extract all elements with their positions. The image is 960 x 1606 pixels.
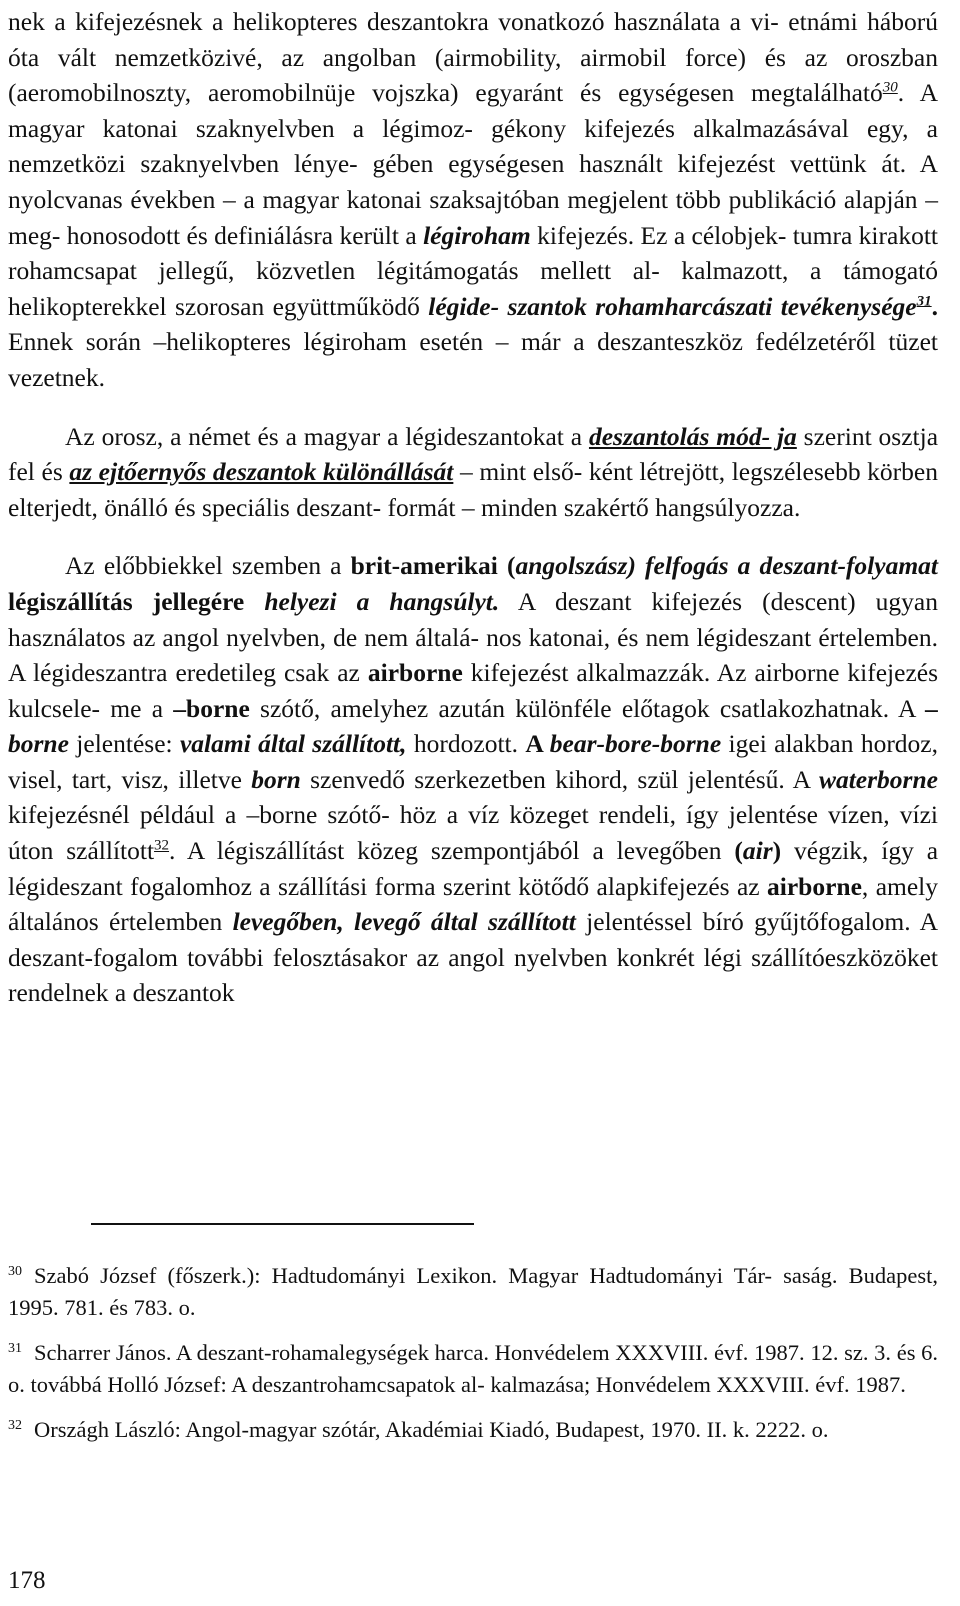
footnote-reference: 30 — [882, 79, 898, 96]
text-run: jelentéssel bíró gyűjtőfogalom. A deszant-fogalom további felosztásakor az angol nyelvben konkrét légi szállítóeszközöket rendelnek a deszantok — [8, 907, 938, 1008]
footnote-text: Scharrer János. A deszant-rohamalegységek harca. Honvédelem XXXVIII. évf. 1987. 12. sz. 3. és 6. o. továbbá Holló József: A deszantrohamcsapatok al- kalmazása; Honvédelem XXXVIII. évf. 1987. — [8, 1340, 938, 1397]
text-run: – mint első- ként létrejött, legszélesebb körben elterjedt, önálló és speciális deszant- formát – minden szakértő hangsúlyozza. — [8, 457, 938, 522]
footnote-number: 32 — [8, 1417, 22, 1433]
text-run: , amely általános értelemben — [8, 871, 938, 937]
text-run: Az előbbiekkel szemben a — [65, 551, 351, 581]
footnote-30 — [8, 1260, 938, 1324]
text-run: végzik, így a légideszant fogalomhoz a szállítási forma szerint kötődő alapkifejezés az — [8, 836, 939, 901]
text-run: légiszállítás jellegére — [8, 586, 265, 616]
footnote-reference: 32 — [154, 837, 170, 854]
text-run: szótő, amelyhez azután különféle előtagok csatlakozhatnak. A — [249, 693, 926, 723]
text-run: brit-amerikai ( — [350, 551, 516, 581]
text-run: born — [251, 764, 301, 794]
text-run: . A légiszállítást közeg szempontjából a levegőben — [169, 836, 735, 866]
footnote-32 — [8, 1414, 938, 1446]
text-run: az ejtőernyős deszantok különállását — [69, 457, 454, 487]
footnotes — [8, 1260, 938, 1459]
text-run: kifejezésnél például a –borne szótő- höz a víz közeget rendeli, így jelentése vízen, vízi úton szállított — [8, 800, 938, 866]
text-run: nek a kifejezésnek a helikopteres deszantokra vonatkozó használata a vi- etnámi háború óta vált nemzetközivé, az angolban (airmobility, airmobil force) és az oroszban (aeromobilnoszty, aeromobilnüje vojszka) egyaránt és egységesen megtalálható — [8, 7, 938, 108]
text-run: . — [931, 291, 938, 321]
footnote-text: Országh László: Angol-magyar szótár, Akadémiai Kiadó, Budapest, 1970. II. k. 2222. o. — [34, 1417, 829, 1442]
paragraph-1 — [8, 4, 938, 396]
footnote-number: 31 — [8, 1340, 22, 1356]
text-run: jelentése: — [68, 729, 180, 759]
paragraph-2 — [8, 419, 938, 526]
text-run: kifejezést alkalmazzák. Az airborne kifejezés kulcsele- me a — [8, 658, 939, 723]
document-page — [8, 4, 938, 1011]
text-run: Az orosz, a német és a magyar a légideszantokat a — [65, 421, 589, 451]
text-run: ) — [772, 836, 782, 866]
text-run: levegőben, levegő által szállított — [232, 907, 576, 937]
text-run: air — [742, 836, 773, 866]
text-run: A — [525, 729, 550, 759]
text-run: airborne — [367, 658, 463, 688]
footnote-reference: 31 — [916, 293, 932, 310]
text-run: szerint osztja fel és — [8, 421, 939, 487]
text-run: kifejezés. Ez a célobjek- tumra kirakott rohamcsapat jellegű, közvetlen légitámogatás mellett al- kalmazott, a támogató helikopterekkel szorosan együttműködő — [8, 220, 938, 321]
text-run: szenvedő szerkezetben kihord, szül jelentésű. A — [300, 764, 819, 794]
text-run: airborne — [767, 871, 862, 901]
text-run: hordozott. — [406, 729, 526, 759]
text-run: waterborne — [818, 764, 938, 794]
text-run: bear-bore-borne — [549, 729, 722, 759]
text-run: –borne — [8, 693, 938, 759]
text-run: A deszant kifejezés (descent) ugyan használatos az angol nyelvben, de nem általá- nos katonai, és nem légideszant értelemben. A légideszantra eredetileg csak az — [8, 586, 938, 688]
text-run: Ennek során –helikopteres légiroham esetén – már a deszanteszköz fedélzetéről tüzet vezetnek. — [8, 327, 938, 392]
text-run: igei alakban hordoz, visel, tart, visz, illetve — [8, 729, 938, 794]
text-run: valami által szállított, — [179, 729, 407, 759]
body-text — [8, 4, 938, 1011]
footnote-text: Szabó József (főszerk.): Hadtudományi Lexikon. Magyar Hadtudományi Tár- saság. Budapest, 1995. 781. és 783. o. — [8, 1263, 938, 1320]
text-run: deszantolás mód- ja — [588, 421, 797, 451]
footnote-separator — [91, 1223, 474, 1225]
page-number: 178 — [8, 1567, 46, 1594]
text-run: légiroham — [423, 220, 531, 250]
text-run: –borne — [173, 693, 250, 723]
text-run: angolszász) felfogás a deszant-folyamat — [515, 551, 939, 581]
text-run: . A magyar katonai szaknyelvben a légimoz- gékony kifejezés alkalmazásával egy, a nemzetközi szaknyelvben lénye- gében egységesen használt kifejezést vettünk át. A nyolcvanas években – a magyar katonai szaksajtóban megjelent több publikáció alapján – meg- honosodott és definiálásra került a — [8, 78, 938, 250]
paragraph-3 — [8, 548, 938, 1011]
text-run: helyezi a hangsúlyt. — [264, 586, 500, 616]
text-run: légide- szantok rohamharcászati tevékenysége — [428, 291, 917, 321]
footnote-31 — [8, 1337, 938, 1401]
footnote-number: 30 — [8, 1263, 22, 1279]
text-run: ( — [734, 836, 743, 866]
